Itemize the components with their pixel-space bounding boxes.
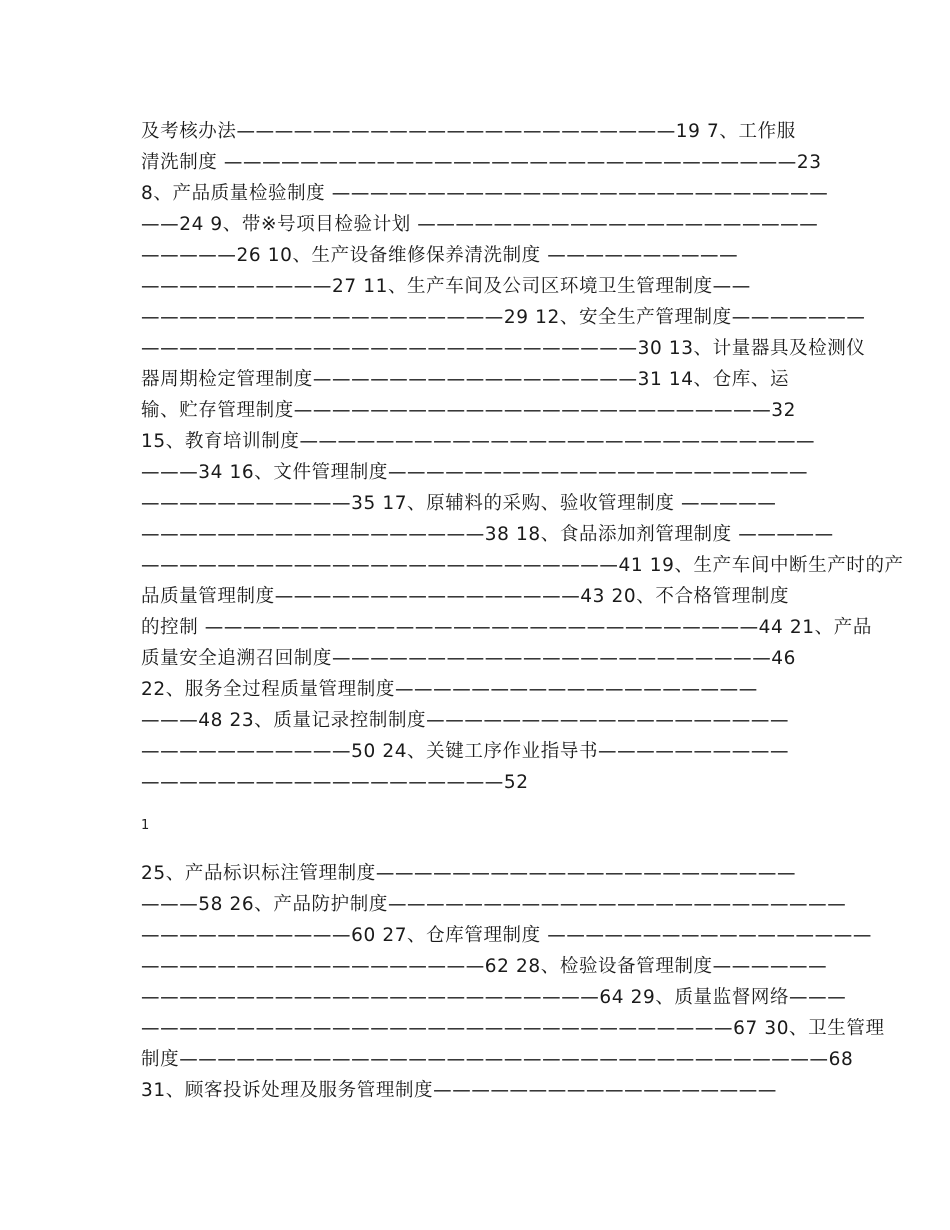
toc-line: ———48 23、质量记录控制制度———————————————————	[141, 710, 790, 731]
toc-line: ——————————27 11、生产车间及公司区环境卫生管理制度——	[141, 276, 751, 297]
toc-line: 22、服务全过程质量管理制度———————————————————	[141, 679, 758, 700]
toc-line: 器周期检定管理制度—————————————————31 14、仓库、运	[141, 369, 790, 390]
toc-line: ———58 26、产品防护制度————————————————————————	[141, 894, 847, 915]
toc-line: 31、顾客投诉处理及服务管理制度——————————————————	[141, 1080, 777, 1101]
toc-line: 品质量管理制度————————————————43 20、不合格管理制度	[141, 586, 790, 607]
toc-line: ———————————50 24、关键工序作业指导书——————————	[141, 741, 790, 762]
toc-line: —————————————————————————41 19、生产车间中断生产时的产	[141, 555, 904, 576]
toc-line: 清洗制度 ——————————————————————————————23	[141, 152, 822, 173]
toc-line: 制度——————————————————————————————————68	[141, 1049, 854, 1070]
toc-line: ———34 16、文件管理制度——————————————————————	[141, 462, 809, 483]
toc-line: 25、产品标识标注管理制度——————————————————————	[141, 863, 797, 884]
toc-line: ———————————35 17、原辅料的采购、验收管理制度 —————	[141, 493, 777, 514]
toc-line: 的控制 —————————————————————————————44 21、产品	[141, 617, 872, 638]
toc-line: 输、贮存管理制度—————————————————————————32	[141, 400, 797, 421]
toc-line: ———————————60 27、仓库管理制度 —————————————————	[141, 925, 872, 946]
toc-line: ———————————————————29 12、安全生产管理制度———————	[141, 307, 866, 328]
toc-line: —————26 10、生产设备维修保养清洗制度 ——————————	[141, 245, 739, 266]
toc-line: ——24 9、带※号项目检验计划 —————————————————————	[141, 214, 819, 235]
toc-line: ——————————————————38 18、食品添加剂管理制度 —————	[141, 524, 834, 545]
toc-line: 质量安全追溯召回制度———————————————————————46	[141, 648, 797, 669]
toc-line: ——————————————————62 28、检验设备管理制度——————	[141, 956, 828, 977]
toc-line: 8、产品质量检验制度 ——————————————————————————	[141, 183, 829, 204]
toc-line: ———————————————————52	[141, 772, 529, 793]
toc-line: ——————————————————————————30 13、计量器具及检测仪	[141, 338, 866, 359]
toc-line: 15、教育培训制度———————————————————————————	[141, 431, 816, 452]
page-number: 1	[141, 818, 150, 833]
toc-line: ————————————————————————64 29、质量监督网络———	[141, 987, 847, 1008]
toc-line: ———————————————————————————————67 30、卫生管理	[141, 1018, 885, 1039]
toc-line: 及考核办法———————————————————————19 7、工作服	[141, 121, 796, 142]
